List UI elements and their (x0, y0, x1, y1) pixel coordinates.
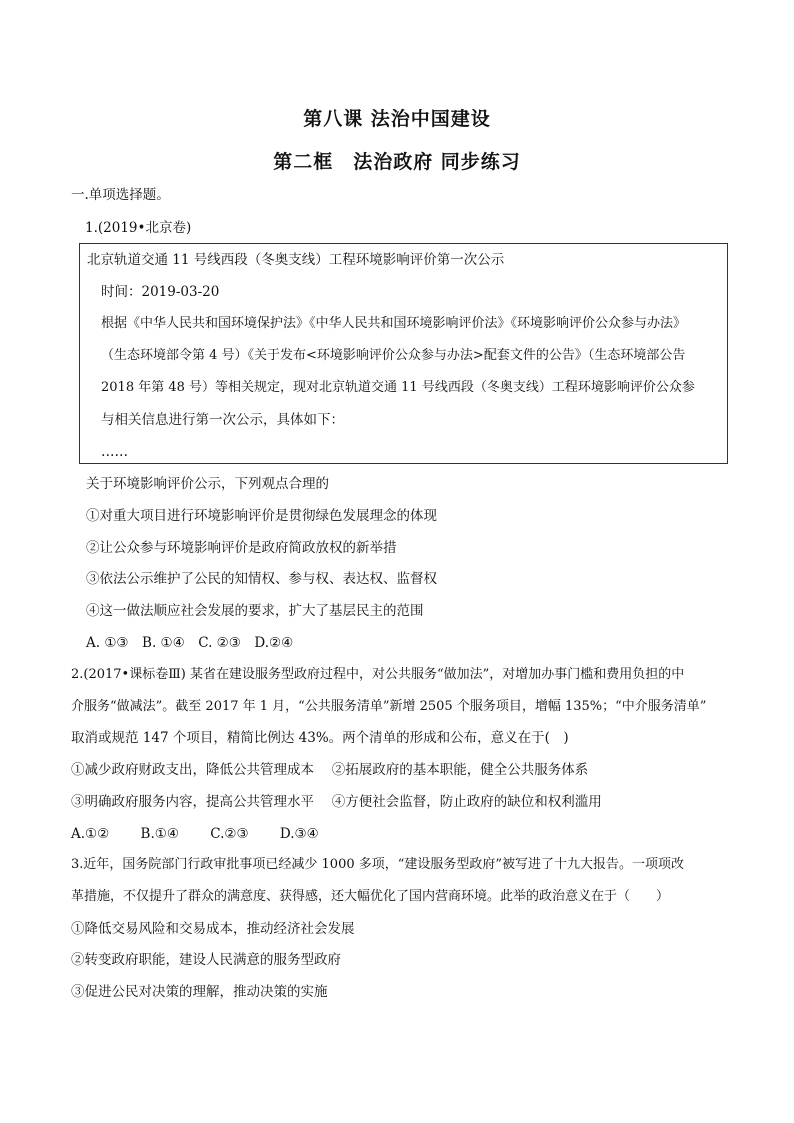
q3-statement: ③促进公民对决策的理解，推动决策的实施 (71, 984, 328, 1000)
q1-options: A. ①③ B. ①④ C. ②③ D.②④ (86, 635, 294, 651)
q1-box-line: （生态环境部令第 4 号）《关于发布<环境影响评价公众参与办法>配套文件的公告》（生态环境部公告 (101, 348, 686, 363)
q2-stem-line: 2.(2017•课标卷Ⅲ) 某省在建设服务型政府过程中，对公共服务“做加法”，对增加办事门槛和费用负担的中 (71, 667, 685, 682)
q3-stem-line: 革措施，不仅提升了群众的满意度、获得感，还大幅优化了国内营商环境。此举的政治意义在于（ ） (71, 889, 670, 904)
q1-box-line: 北京轨道交通 11 号线西段（冬奥支线）工程环境影响评价第一次公示 (87, 252, 505, 268)
q2-statement: ③明确政府服务内容，提高公共管理水平 ④方便社会监督，防止政府的缺位和权利滥用 (71, 794, 602, 810)
q1-box-line: …… (101, 444, 128, 460)
q1-statement: ②让公众参与环境影响评价是政府简政放权的新举措 (86, 540, 397, 556)
lesson-subtitle: 第二框 法治政府 同步练习 (273, 151, 521, 173)
q1-notice-box (79, 243, 728, 464)
lesson-title: 第八课 法治中国建设 (303, 108, 491, 130)
q3-stem-line: 3.近年，国务院部门行政审批事项已经减少 1000 多项，“建设服务型政府”被写进了十九大报告。一项项改 (71, 857, 685, 872)
q3-statement: ②转变政府职能，建设人民满意的服务型政府 (71, 952, 341, 968)
q1-box-line: 根据《中华人民共和国环境保护法》《中华人民共和国环境影响评价法》《环境影响评价公众参与办法》 (101, 316, 687, 331)
q3-statement: ①降低交易风险和交易成本，推动经济社会发展 (71, 921, 355, 937)
q1-statement: ④这一做法顺应社会发展的要求，扩大了基层民主的范围 (86, 603, 424, 619)
q1-statement: ①对重大项目进行环境影响评价是贯彻绿色发展理念的体现 (86, 508, 437, 524)
q1-box-line: 时间：2019-03-20 (101, 284, 220, 300)
q1-source: 1.(2019•北京卷) (85, 220, 192, 236)
q2-stem-line: 介服务“做减法”。截至 2017 年 1 月，“公共服务清单”新增 2505 个服务项目，增幅 135%；“中介服务清单” (71, 699, 707, 714)
q2-options: A.①② B.①④ C.②③ D.③④ (71, 826, 319, 842)
q1-box-line: 与相关信息进行第一次公示，具体如下： (101, 412, 344, 428)
q1-box-line: 2018 年第 48 号）等相关规定，现对北京轨道交通 11 号线西段（冬奥支线）工程环境影响评价公众参 (101, 380, 695, 395)
q2-statement: ①减少政府财政支出，降低公共管理成本 ②拓展政府的基本职能，健全公共服务体系 (71, 762, 589, 778)
q1-statement: ③依法公示维护了公民的知情权、参与权、表达权、监督权 (86, 571, 437, 587)
q1-stem: 关于环境影响评价公示，下列观点合理的 (86, 476, 329, 492)
section-heading: 一.单项选择题。 (71, 187, 170, 203)
q2-stem-line: 取消或规范 147 个项目，精简比例达 43%。两个清单的形成和公布，意义在于( ) (71, 730, 569, 746)
